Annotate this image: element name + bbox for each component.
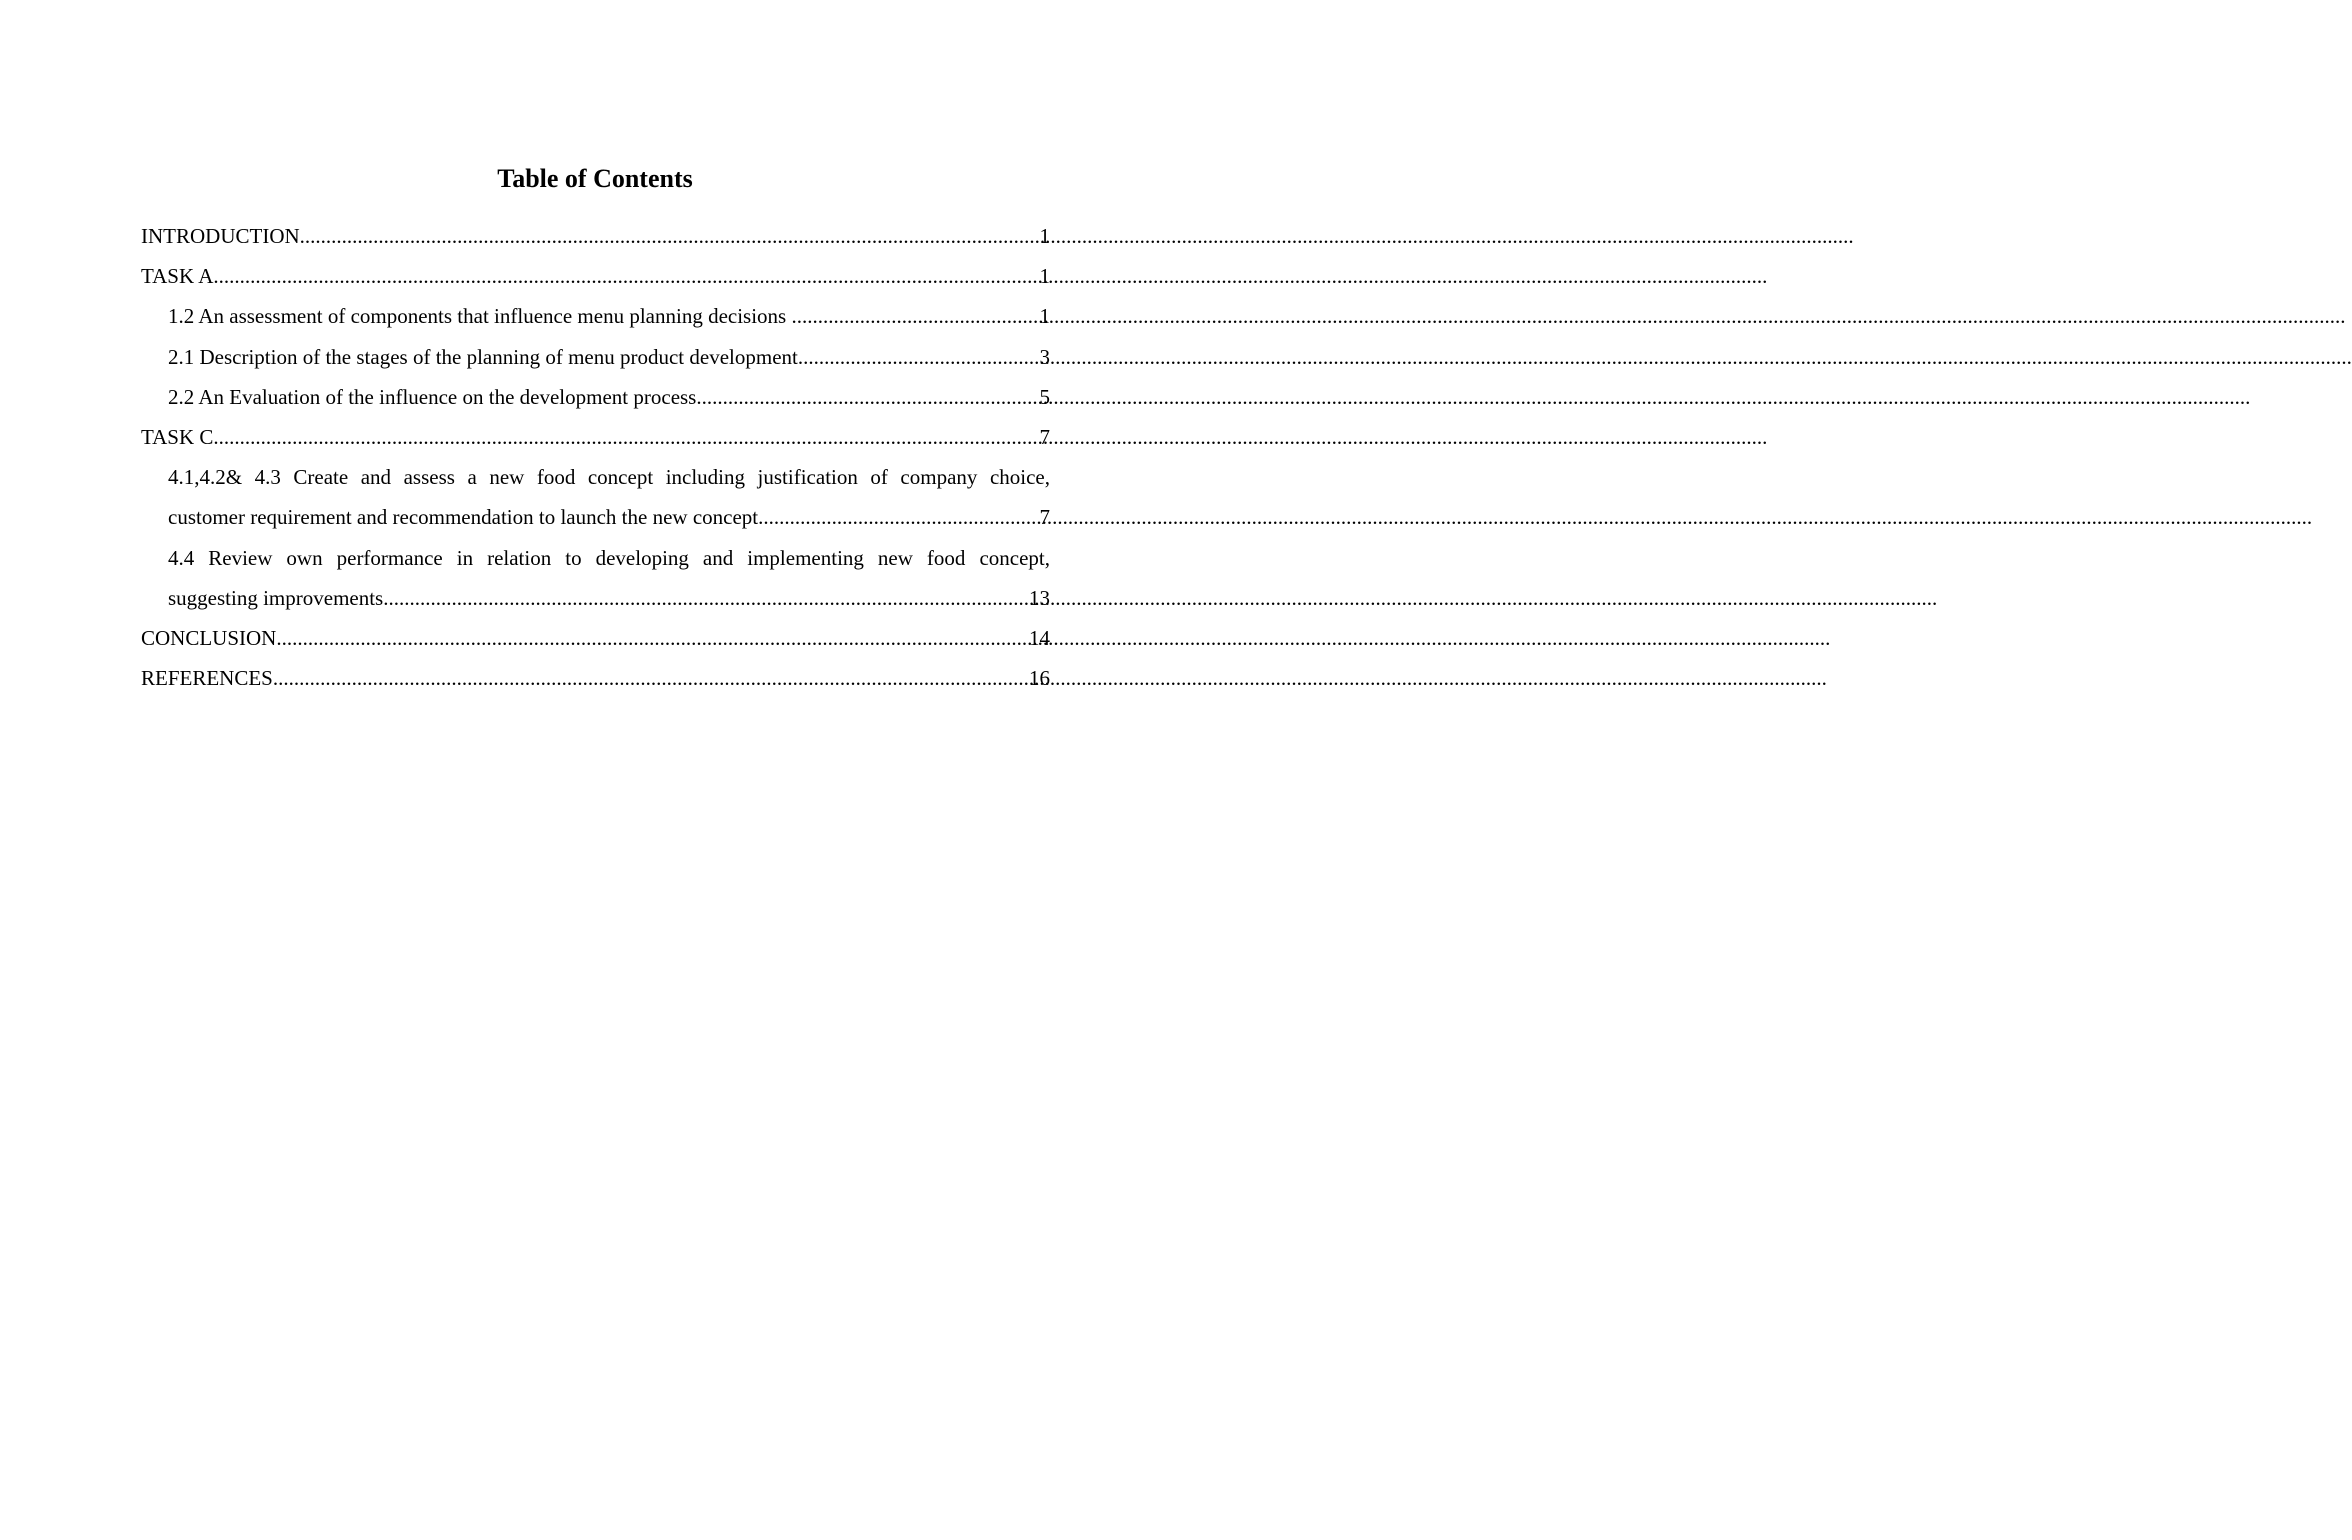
toc-page-number: 7 <box>1039 505 1050 530</box>
toc-entry-text: customer requirement and recommendation to launch the new concept <box>168 505 759 530</box>
toc-entry-text: 1.2 An assessment of components that influence menu planning decisions <box>168 304 792 329</box>
toc-entry-text: INTRODUCTION <box>141 224 300 248</box>
toc-entry-references[interactable] <box>141 658 1050 698</box>
toc-page-number: 16 <box>1029 666 1050 691</box>
toc-entry-text: TASK A <box>141 264 214 289</box>
dot-leader <box>273 658 1029 698</box>
toc-page-number: 1 <box>1039 304 1050 329</box>
dot-leader <box>276 618 1029 658</box>
toc-page-number: 1 <box>1039 224 1050 248</box>
dot-leader <box>383 578 1029 618</box>
dot-leader <box>213 256 1039 296</box>
toc-entry-2-2[interactable] <box>141 377 1050 417</box>
toc-entry-first-line: 4.4 Review own performance in relation to developing and implementing new food concept, <box>168 545 1050 570</box>
dot-leader <box>758 497 1039 537</box>
toc-page-number: 14 <box>1029 626 1050 651</box>
toc-entry-conclusion[interactable] <box>141 618 1050 658</box>
toc-title: Table of Contents <box>497 164 693 193</box>
toc-list <box>141 216 1050 698</box>
toc-entry-task-c[interactable] <box>141 417 1050 457</box>
dot-leader <box>791 296 1039 336</box>
toc-entry-introduction[interactable] <box>141 216 1050 256</box>
dot-leader <box>696 377 1039 417</box>
toc-entry-task-a[interactable] <box>141 256 1050 296</box>
toc-entry-text: REFERENCES <box>141 666 273 691</box>
dot-leader <box>798 337 1040 377</box>
toc-page-number: 5 <box>1039 384 1050 409</box>
toc-entry-first-line: 4.1,4.2& 4.3 Create and assess a new food concept including justification of company choice, <box>168 465 1050 490</box>
toc-entry-4-1-4-2-4-3[interactable] <box>141 457 1050 537</box>
toc-page-number: 7 <box>1039 425 1050 450</box>
toc-entry-text: TASK C <box>141 425 214 450</box>
toc-entry-text: 2.2 An Evaluation of the influence on the development process <box>168 384 697 409</box>
dot-leader <box>213 417 1039 457</box>
toc-page-number: 3 <box>1039 344 1050 369</box>
toc-entry-4-4[interactable] <box>141 538 1050 618</box>
toc-page-number: 1 <box>1039 264 1050 289</box>
dot-leader <box>300 216 1040 256</box>
toc-entry-2-1[interactable] <box>141 337 1050 377</box>
toc-entry-text: CONCLUSION <box>141 626 277 651</box>
toc-entry-text: suggesting improvements <box>168 585 384 610</box>
toc-entry-text: 2.1 Description of the stages of the planning of menu product development <box>168 344 798 369</box>
toc-page-number: 13 <box>1029 585 1050 610</box>
toc-entry-1-2[interactable] <box>141 296 1050 336</box>
